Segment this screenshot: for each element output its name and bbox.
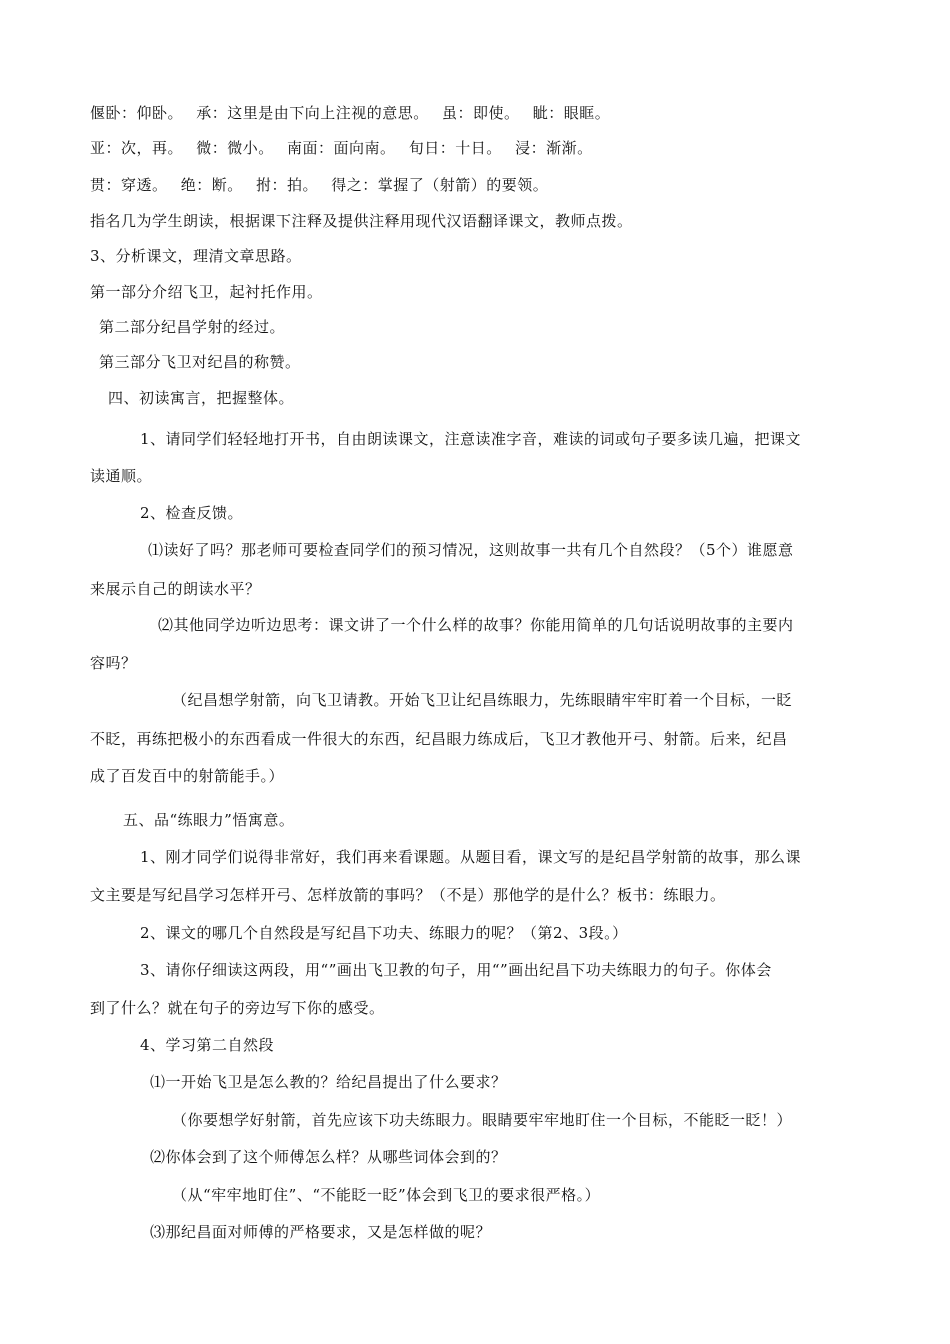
text-line-check: 2、检查反馈。: [140, 504, 244, 522]
text-line-step-3: 3、分析课文，理清文章思路。: [90, 247, 302, 265]
text-line-instruction: 指名几为学生朗读，根据课下注释及提供注释用现代汉语翻译课文，教师点拨。: [90, 212, 633, 230]
text-line-answer-a: （纪昌想学射箭，向飞卫请教。开始飞卫让纪昌练眼力，先练眼睛牢牢盯着一个目标，一眨: [172, 691, 793, 709]
text-line-annotation-3: 贯：穿透。 绝：断。 拊：拍。 得之：掌握了（射箭）的要领。: [90, 176, 549, 194]
section-heading-4: 四、初读寓言，把握整体。: [108, 389, 295, 407]
section-heading-5: 五、品“练眼力”悟寓意。: [123, 811, 295, 829]
text-line-5-1-a: 1、刚才同学们说得非常好，我们再来看课题。从题目看，课文写的是纪昌学射箭的故事，那么课: [140, 848, 802, 866]
text-line-5-1-b: 文主要是写纪昌学习怎样开弓、怎样放箭的事吗？（不是）那他学的是什么？板书：练眼力。: [90, 886, 726, 904]
text-line-q2-b: 容吗？: [90, 654, 137, 672]
text-line-5-4-q1: ⑴一开始飞卫是怎么教的？给纪昌提出了什么要求？: [150, 1073, 507, 1091]
text-line-5-3-b: 到了什么？就在句子的旁边写下你的感受。: [90, 999, 385, 1017]
text-line-part-3: 第三部分飞卫对纪昌的称赞。: [99, 353, 301, 371]
text-line-answer-b: 不眨，再练把极小的东西看成一件很大的东西，纪昌眼力练成后，飞卫才教他开弓、射箭。后来，纪昌: [90, 730, 788, 748]
text-line-5-4-a1: （你要想学好射箭，首先应该下功夫练眼力。眼睛要牢牢地盯住一个目标，不能眨一眨！）: [172, 1111, 793, 1129]
text-line-annotation-1: 偃卧：仰卧。 承：这里是由下向上注视的意思。 虽：即使。 眦：眼眶。: [90, 104, 611, 122]
text-line-5-3-a: 3、请你仔细读这两段，用“”画出飞卫教的句子，用“”画出纪昌下功夫练眼力的句子。你体会: [140, 961, 772, 979]
text-line-5-2: 2、课文的哪几个自然段是写纪昌下功夫、练眼力的呢？（第2、3段。）: [140, 924, 628, 942]
text-line-5-4-a2: （从“牢牢地盯住”、“不能眨一眨”体会到飞卫的要求很严格。）: [172, 1186, 601, 1204]
text-line-read-1: 1、请同学们轻轻地打开书，自由朗读课文，注意读准字音，难读的词或句子要多读几遍，把课文: [140, 430, 802, 448]
text-line-part-1: 第一部分介绍飞卫，起衬托作用。: [90, 283, 323, 301]
text-line-part-2: 第二部分纪昌学射的经过。: [99, 318, 286, 336]
text-line-read-2: 读通顺。: [90, 467, 153, 485]
text-line-q1-b: 来展示自己的朗读水平？: [90, 580, 261, 598]
text-line-5-4-q2: ⑵你体会到了这个师傅怎么样？从哪些词体会到的？: [150, 1148, 507, 1166]
text-line-annotation-2: 亚：次，再。 微：微小。 南面：面向南。 旬日：十日。 浸：渐渐。: [90, 139, 593, 157]
text-line-5-4: 4、学习第二自然段: [140, 1036, 275, 1054]
text-line-q1-a: ⑴读好了吗？那老师可要检查同学们的预习情况，这则故事一共有几个自然段？（5个）谁愿意: [148, 541, 794, 559]
text-line-5-4-q3: ⑶那纪昌面对师傅的严格要求，又是怎样做的呢？: [150, 1223, 492, 1241]
text-line-q2-a: ⑵其他同学边听边思考：课文讲了一个什么样的故事？你能用简单的几句话说明故事的主要内: [158, 616, 794, 634]
text-line-answer-c: 成了百发百中的射箭能手。）: [90, 767, 285, 785]
